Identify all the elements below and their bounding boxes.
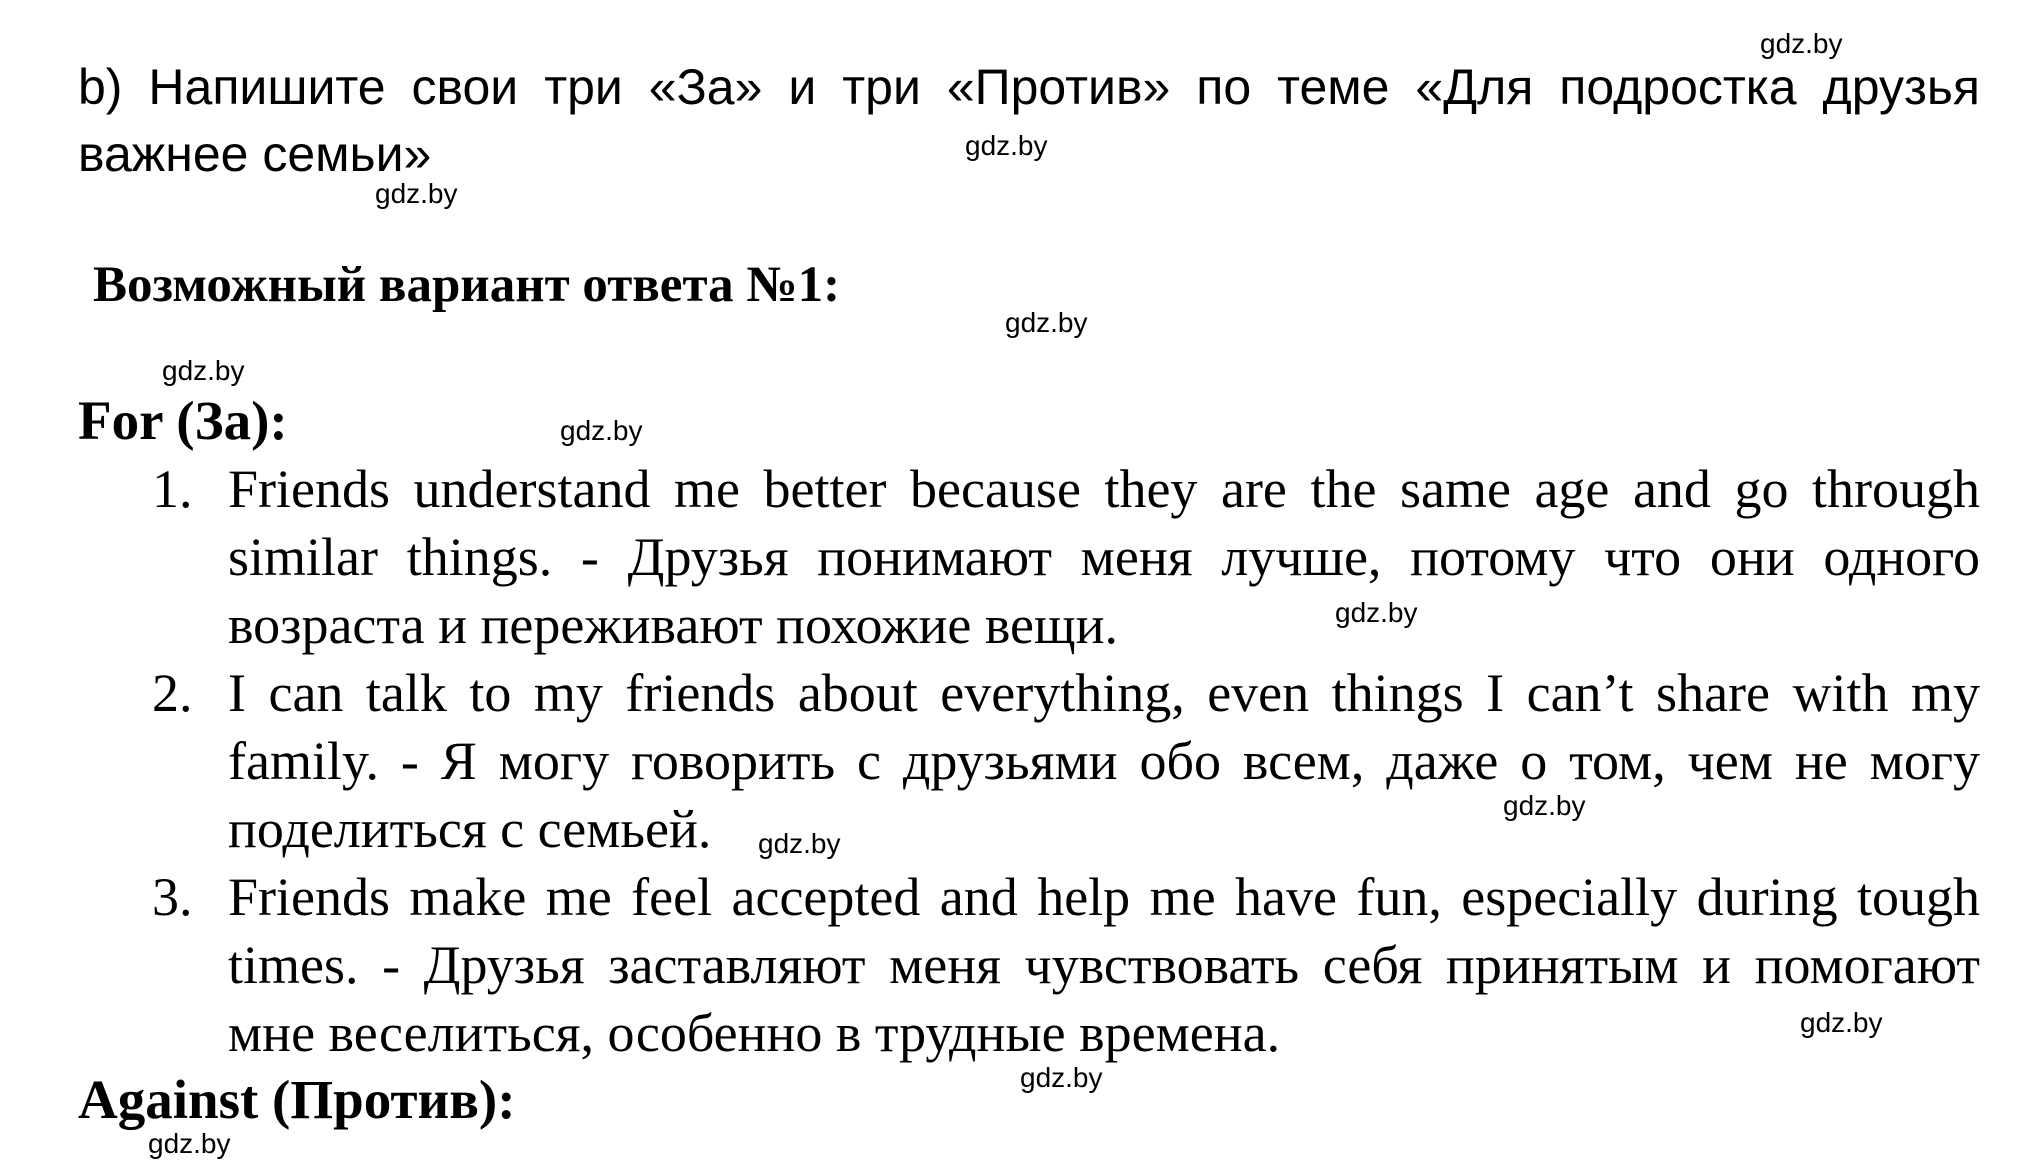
item-number: 2. (152, 663, 193, 723)
watermark: gdz.by (1760, 28, 1843, 59)
watermark: gdz.by (1800, 1007, 1883, 1038)
watermark: gdz.by (162, 355, 245, 386)
item-text: I can talk to my friends about everything, even things I can’t share with my family. - Я могу говорить с друзьями обо всем, даже о том, чем не могу поделиться с семьей. (228, 663, 1980, 859)
item-text: Friends make me feel accepted and help me have fun, especially during tough times. - Друзья заставляют меня чувствовать себя принятым и помогают мне веселиться, особенно в трудные времена. (228, 867, 1980, 1063)
watermark: gdz.by (1503, 790, 1586, 821)
list-item (78, 863, 1980, 1067)
list-item (78, 659, 1980, 863)
watermark: gdz.by (965, 130, 1048, 161)
watermark: gdz.by (560, 415, 643, 446)
against-section-title: Against (Против): (78, 1069, 516, 1130)
watermark: gdz.by (1005, 307, 1088, 338)
task-instruction: b) Напишите свои три «За» и три «Против» по теме «Для подростка друзья важнее семьи» (78, 59, 1980, 182)
watermark: gdz.by (148, 1128, 231, 1159)
for-section-title: For (За): (78, 390, 288, 451)
watermark: gdz.by (1020, 1062, 1103, 1093)
answer-variant-heading: Возможный вариант ответа №1: (93, 257, 841, 313)
item-number: 1. (152, 459, 193, 519)
watermark: gdz.by (758, 828, 841, 859)
item-number: 3. (152, 867, 193, 927)
list-item (78, 455, 1980, 659)
watermark: gdz.by (375, 178, 458, 209)
for-arguments-list (78, 455, 1980, 1067)
watermark: gdz.by (1335, 597, 1418, 628)
item-text: Friends understand me better because they are the same age and go through similar things. - Друзья понимают меня лучше, потому что они одного возраста и переживают похожие вещи. (228, 459, 1980, 655)
